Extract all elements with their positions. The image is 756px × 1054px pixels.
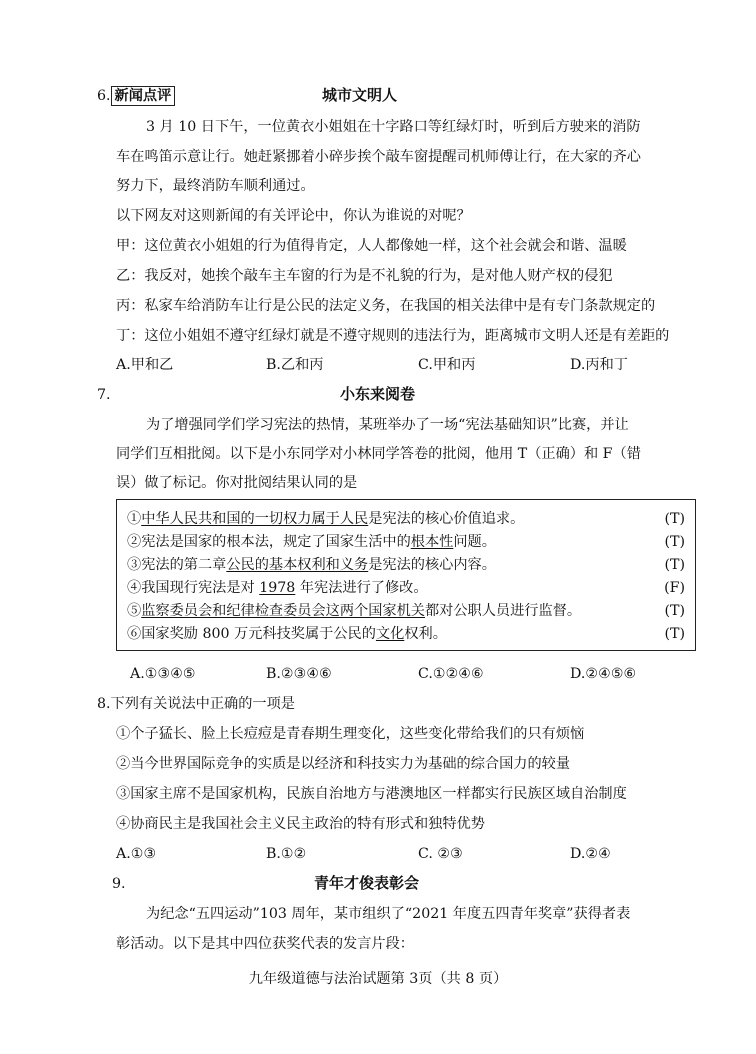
page-footer: 九年级道德与法治试题第 3页（共 8 页） xyxy=(248,971,508,987)
q6-question: 以下网友对这则新闻的有关评论中，你认为谁说的对呢？ xyxy=(116,208,471,224)
q8-item-1: ①个子猛长、脸上长痘痘是青春期生理变化，这些变化带给我们的只有烦恼 xyxy=(116,726,585,742)
q6-option-a[interactable]: A.甲和乙 xyxy=(116,357,174,373)
q6-comment-yi: 乙：我反对，她挨个敲车主车窗的行为是不礼貌的行为，是对他人财产权的侵犯 xyxy=(116,268,613,284)
underlined-text: 1978 xyxy=(259,580,296,596)
q9-para-line-2: 彰活动。以下是其中四位获奖代表的发言片段： xyxy=(116,936,414,952)
q6-para-line-3: 努力下，最终消防车顺利通过。 xyxy=(116,178,315,194)
q7-para-line-3: 误）做了标记。你对批阅结果认同的是 xyxy=(116,475,358,491)
q7-title: 小东来阅卷 xyxy=(340,385,416,403)
underlined-text: 公民的基本权利和义务 xyxy=(226,557,369,573)
q8-stem: 8.下列有关说法中正确的一项是 xyxy=(97,696,295,712)
grading-mark: (F) xyxy=(664,580,685,596)
q8-option-a[interactable]: A.①③ xyxy=(116,846,157,862)
underlined-text: 监察委员会和纪律检查委员会这两个国家机关 xyxy=(141,603,425,619)
underlined-text: 根本性 xyxy=(410,534,454,550)
q9-para-line-1: 为纪念“五四运动”103 周年，某市组织了“2021 年度五四青年奖章”获得者表 xyxy=(146,906,631,922)
answer-row-6: ⑥国家奖励 800 万元科技奖属于公民的文化权利。 (T) xyxy=(127,626,685,642)
q7-number: 7. xyxy=(97,387,111,403)
answer-row-3: ③宪法的第二章公民的基本权利和义务是宪法的核心内容。 (T) xyxy=(127,557,685,573)
underlined-text: 中华人民共和国的一切权力属于人民 xyxy=(141,511,369,527)
q6-option-b[interactable]: B.乙和丙 xyxy=(266,357,324,373)
grading-mark: (T) xyxy=(664,626,685,642)
q6-comment-ding: 丁：这位小姐姐不遵守红绿灯就是不遵守规则的违法行为，距离城市文明人还是有差距的 xyxy=(116,328,670,344)
q7-para-line-2: 同学们互相批阅。以下是小东同学对小林同学答卷的批阅，他用 T（正确）和 F（错 xyxy=(116,446,641,462)
q8-item-2: ②当今世界国际竞争的实质是以经济和科技实力为基础的综合国力的较量 xyxy=(116,756,571,772)
q7-option-c[interactable]: C.①②④⑥ xyxy=(418,666,484,682)
q8-item-3: ③国家主席不是国家机构，民族自治地方与港澳地区一样都实行民族区域自治制度 xyxy=(116,786,627,802)
q8-option-d[interactable]: D.②④ xyxy=(570,846,611,862)
q6-option-d[interactable]: D.丙和丁 xyxy=(570,357,628,373)
q6-tag: 新闻点评 xyxy=(111,86,176,106)
q7-option-b[interactable]: B.②③④⑥ xyxy=(266,666,332,682)
q6-para-line-2: 车在鸣笛示意让行。她赶紧挪着小碎步挨个敲车窗提醒司机师傅让行，在大家的齐心 xyxy=(116,149,641,165)
answer-row-1: ①中华人民共和国的一切权力属于人民是宪法的核心价值追求。 (T) xyxy=(127,511,685,527)
q9-number: 9. xyxy=(112,876,126,892)
q6-para-line-1: 3 月 10 日下午，一位黄衣小姐姐在十字路口等红绿灯时，听到后方驶来的消防 xyxy=(146,119,641,135)
q9-title: 青年才俊表彰会 xyxy=(314,874,420,892)
q6-option-c[interactable]: C.甲和丙 xyxy=(418,357,476,373)
q7-option-a[interactable]: A.①③④⑤ xyxy=(130,666,196,682)
answer-row-4: ④我国现行宪法是对 1978 年宪法进行了修改。 (F) xyxy=(127,580,685,596)
q8-option-c[interactable]: C. ②③ xyxy=(418,846,463,862)
grading-mark: (T) xyxy=(664,511,685,527)
grading-mark: (T) xyxy=(664,603,685,619)
q7-para-line-1: 为了增强同学们学习宪法的热情，某班举办了一场“宪法基础知识”比赛，并让 xyxy=(146,417,629,433)
q8-item-4: ④协商民主是我国社会主义民主政治的特有形式和独特优势 xyxy=(116,816,485,832)
q7-answer-sheet-box xyxy=(116,499,696,651)
q6-comment-jia: 甲：这位黄衣小姐姐的行为值得肯定，人人都像她一样，这个社会就会和谐、温暖 xyxy=(116,238,627,254)
q6-number: 6. 新闻点评 xyxy=(97,86,175,106)
answer-row-5: ⑤监察委员会和纪律检查委员会这两个国家机关都对公职人员进行监督。 (T) xyxy=(127,603,685,619)
q7-option-d[interactable]: D.②④⑤⑥ xyxy=(570,666,637,682)
underlined-text: 文化 xyxy=(375,626,405,642)
q8-option-b[interactable]: B.①② xyxy=(266,846,307,862)
q6-comment-bing: 丙：私家车给消防车让行是公民的法定义务，在我国的相关法律中是有专门条款规定的 xyxy=(116,298,656,314)
grading-mark: (T) xyxy=(664,534,685,550)
q6-title: 城市文明人 xyxy=(322,86,398,104)
answer-row-2: ②宪法是国家的根本法，规定了国家生活中的根本性问题。 (T) xyxy=(127,534,685,550)
grading-mark: (T) xyxy=(664,557,685,573)
